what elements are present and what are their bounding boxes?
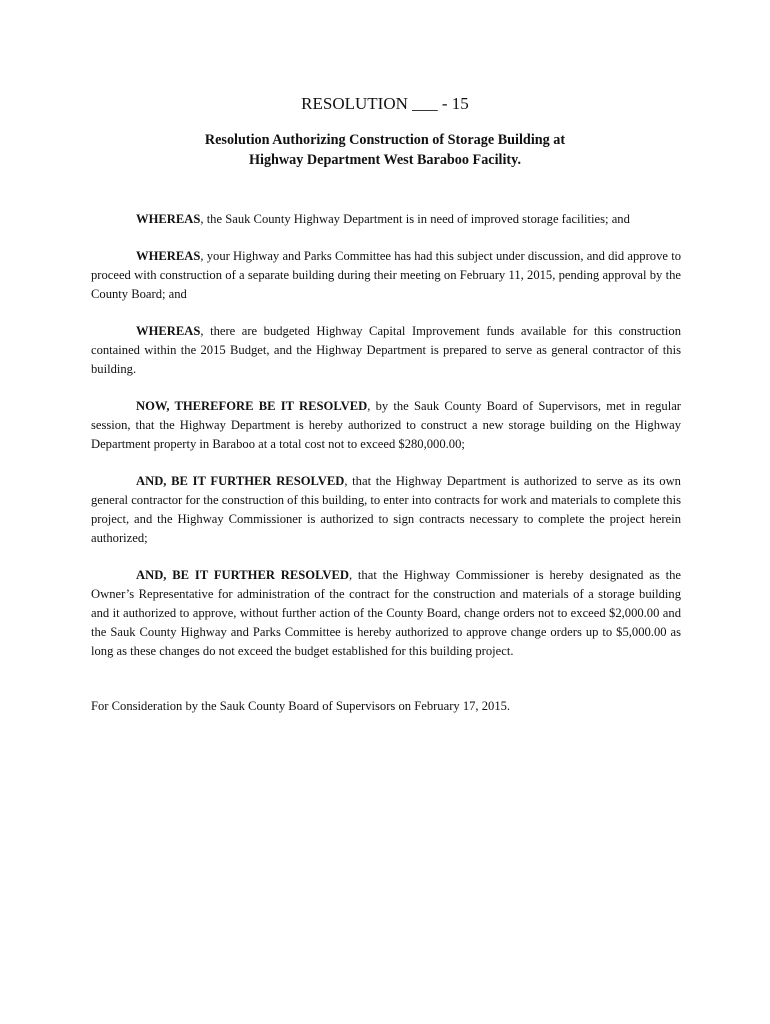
consideration-line: For Consideration by the Sauk County Board of Supervisors on February 17, 2015. — [91, 699, 511, 713]
whereas-paragraph-1 — [91, 210, 691, 229]
subtitle-line-1: Resolution Authorizing Construction of Storage Building at — [204, 132, 566, 148]
paragraph-text: , there are budgeted Highway Capital Improvement funds available for this construction contained within the 2015 Budget, and the Highway Department is prepared to serve as general contractor of this building. — [91, 324, 681, 376]
paragraph-lead: WHEREAS — [136, 249, 201, 263]
paragraph-text: , your Highway and Parks Committee has had this subject under discussion, and did approve to proceed with construction of a separate building during their meeting on February 11, 2015, pending approval by the County Board; and — [91, 249, 681, 301]
paragraph-lead: WHEREAS — [136, 212, 201, 226]
resolution-title: RESOLUTION ___ - 15 — [301, 94, 469, 113]
paragraph-text: , that the Highway Commissioner is hereby designated as the Owner’s Representative for administration of the contract for the construction and materials of a storage building and it authorized to approve, without further action of the County Board, change orders not to exceed $2,000.00 and the Sauk County Highway and Parks Committee is hereby authorized to approve change orders up to $5,000.00 as long as these changes do not exceed the budget established for this building project. — [91, 568, 681, 658]
whereas-paragraph-3 — [91, 322, 681, 379]
subtitle-line-2: Highway Department West Baraboo Facility. — [248, 152, 522, 168]
whereas-paragraph-2 — [91, 247, 681, 304]
resolved-paragraph — [91, 397, 681, 454]
paragraph-lead: AND, BE IT FURTHER RESOLVED — [136, 474, 345, 488]
resolution-subtitle — [0, 130, 770, 170]
paragraph-lead: NOW, THEREFORE BE IT RESOLVED — [136, 399, 368, 413]
paragraph-text: , by the Sauk County Board of Supervisors, met in regular session, that the Highway Department is hereby authorized to construct a new storage building on the Highway Department property in Baraboo at a total cost not to exceed $280,000.00; — [91, 399, 681, 451]
further-resolved-paragraph-2 — [91, 566, 681, 661]
paragraph-lead: AND, BE IT FURTHER RESOLVED — [136, 568, 349, 582]
paragraph-lead: WHEREAS — [136, 324, 201, 338]
further-resolved-paragraph-1 — [91, 472, 681, 548]
paragraph-text: , that the Highway Department is authorized to serve as its own general contractor for the construction of this building, to enter into contracts for work and materials to complete this project, and the Highway Commissioner is authorized to sign contracts necessary to complete the project herein authorized; — [91, 474, 681, 545]
paragraph-text: , the Sauk County Highway Department is in need of improved storage facilities; and — [200, 212, 630, 226]
